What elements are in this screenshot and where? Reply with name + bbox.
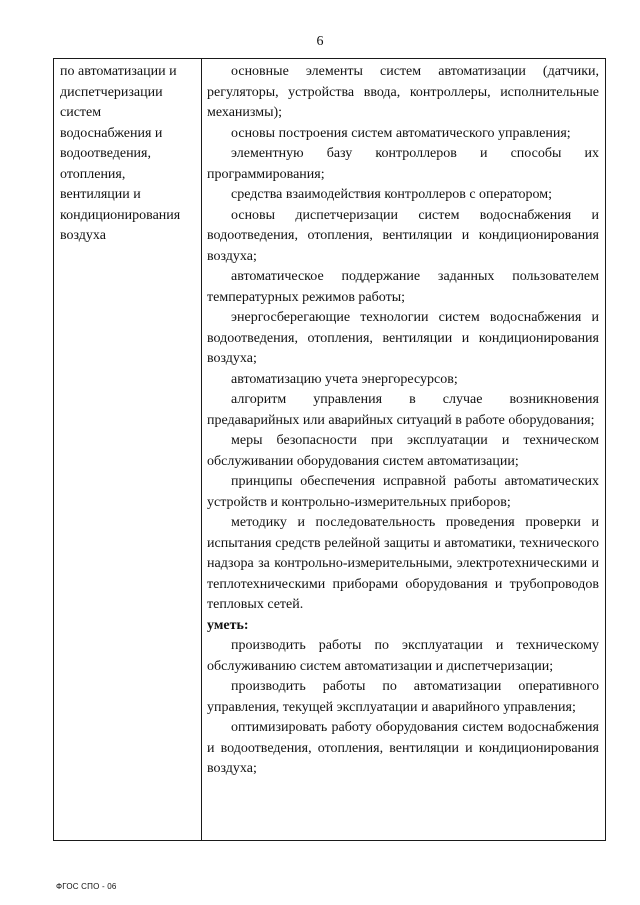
knowledge-item: средства взаимодействия контроллеров с оператором; — [231, 187, 553, 202]
competency-table — [53, 58, 606, 841]
knowledge-item: автоматическое поддержание заданных пользователем температурных режимов работы; — [207, 269, 599, 305]
knowledge-item: основные элементы систем автоматизации (датчики, регуляторы, устройства ввода, контроллеры, исполнительные механизмы); — [207, 64, 599, 120]
competency-title-line: отопления, — [60, 166, 126, 182]
competency-title-line: воздуха — [60, 228, 106, 243]
requirements-cell — [207, 62, 599, 780]
knowledge-item: автоматизацию учета энергоресурсов; — [231, 371, 458, 387]
knowledge-item: алгоритм управления в случае возникновения предаварийных или аварийных ситуаций в работе оборудования; — [207, 392, 599, 428]
skills-heading: уметь: — [207, 617, 249, 633]
knowledge-item: основы построения систем автоматического управления; — [231, 125, 571, 141]
column-divider — [201, 59, 202, 840]
competency-title-line: по автоматизации и — [60, 64, 177, 79]
knowledge-item: энергосберегающие технологии систем водоснабжения и водоотведения, отопления, вентиляции и кондиционирования воздуха; — [207, 310, 599, 366]
competency-title-line: кондиционирования — [60, 207, 181, 223]
competency-title-line: водоснабжения и — [60, 125, 163, 141]
competency-title-line: диспетчеризации — [60, 84, 163, 100]
competency-title-cell — [60, 62, 198, 247]
document-code-footer: ФГОС СПО - 06 — [56, 882, 117, 891]
skill-item: оптимизировать работу оборудования систем водоснабжения и водоотведения, отопления, вентиляции и кондиционирования воздуха; — [207, 720, 599, 776]
knowledge-item: принципы обеспечения исправной работы автоматических устройств и контрольно-измерительных приборов; — [207, 474, 599, 510]
page-number: 6 — [316, 34, 324, 49]
knowledge-item: элементную базу контроллеров и способы их программирования; — [207, 146, 599, 182]
knowledge-item: методику и последовательность проведения проверки и испытания средств релейной защиты и автоматики, технического надзора за контрольно-измерительными, электротехническими и теплотехническими приборами оборудования и трубопроводов тепловых сетей. — [207, 515, 599, 612]
competency-title-line: систем — [60, 105, 102, 120]
competency-title-line: вентиляции и — [60, 187, 141, 202]
skill-item: производить работы по эксплуатации и техническому обслуживанию систем автоматизации и диспетчеризации; — [207, 638, 599, 674]
skill-item: производить работы по автоматизации оперативного управления, текущей эксплуатации и аварийного управления; — [207, 679, 599, 715]
competency-title-line: водоотведения, — [60, 146, 151, 161]
knowledge-item: меры безопасности при эксплуатации и техническом обслуживании оборудования систем автоматизации; — [207, 433, 599, 469]
knowledge-item: основы диспетчеризации систем водоснабжения и водоотведения, отопления, вентиляции и кондиционирования воздуха; — [207, 207, 599, 264]
